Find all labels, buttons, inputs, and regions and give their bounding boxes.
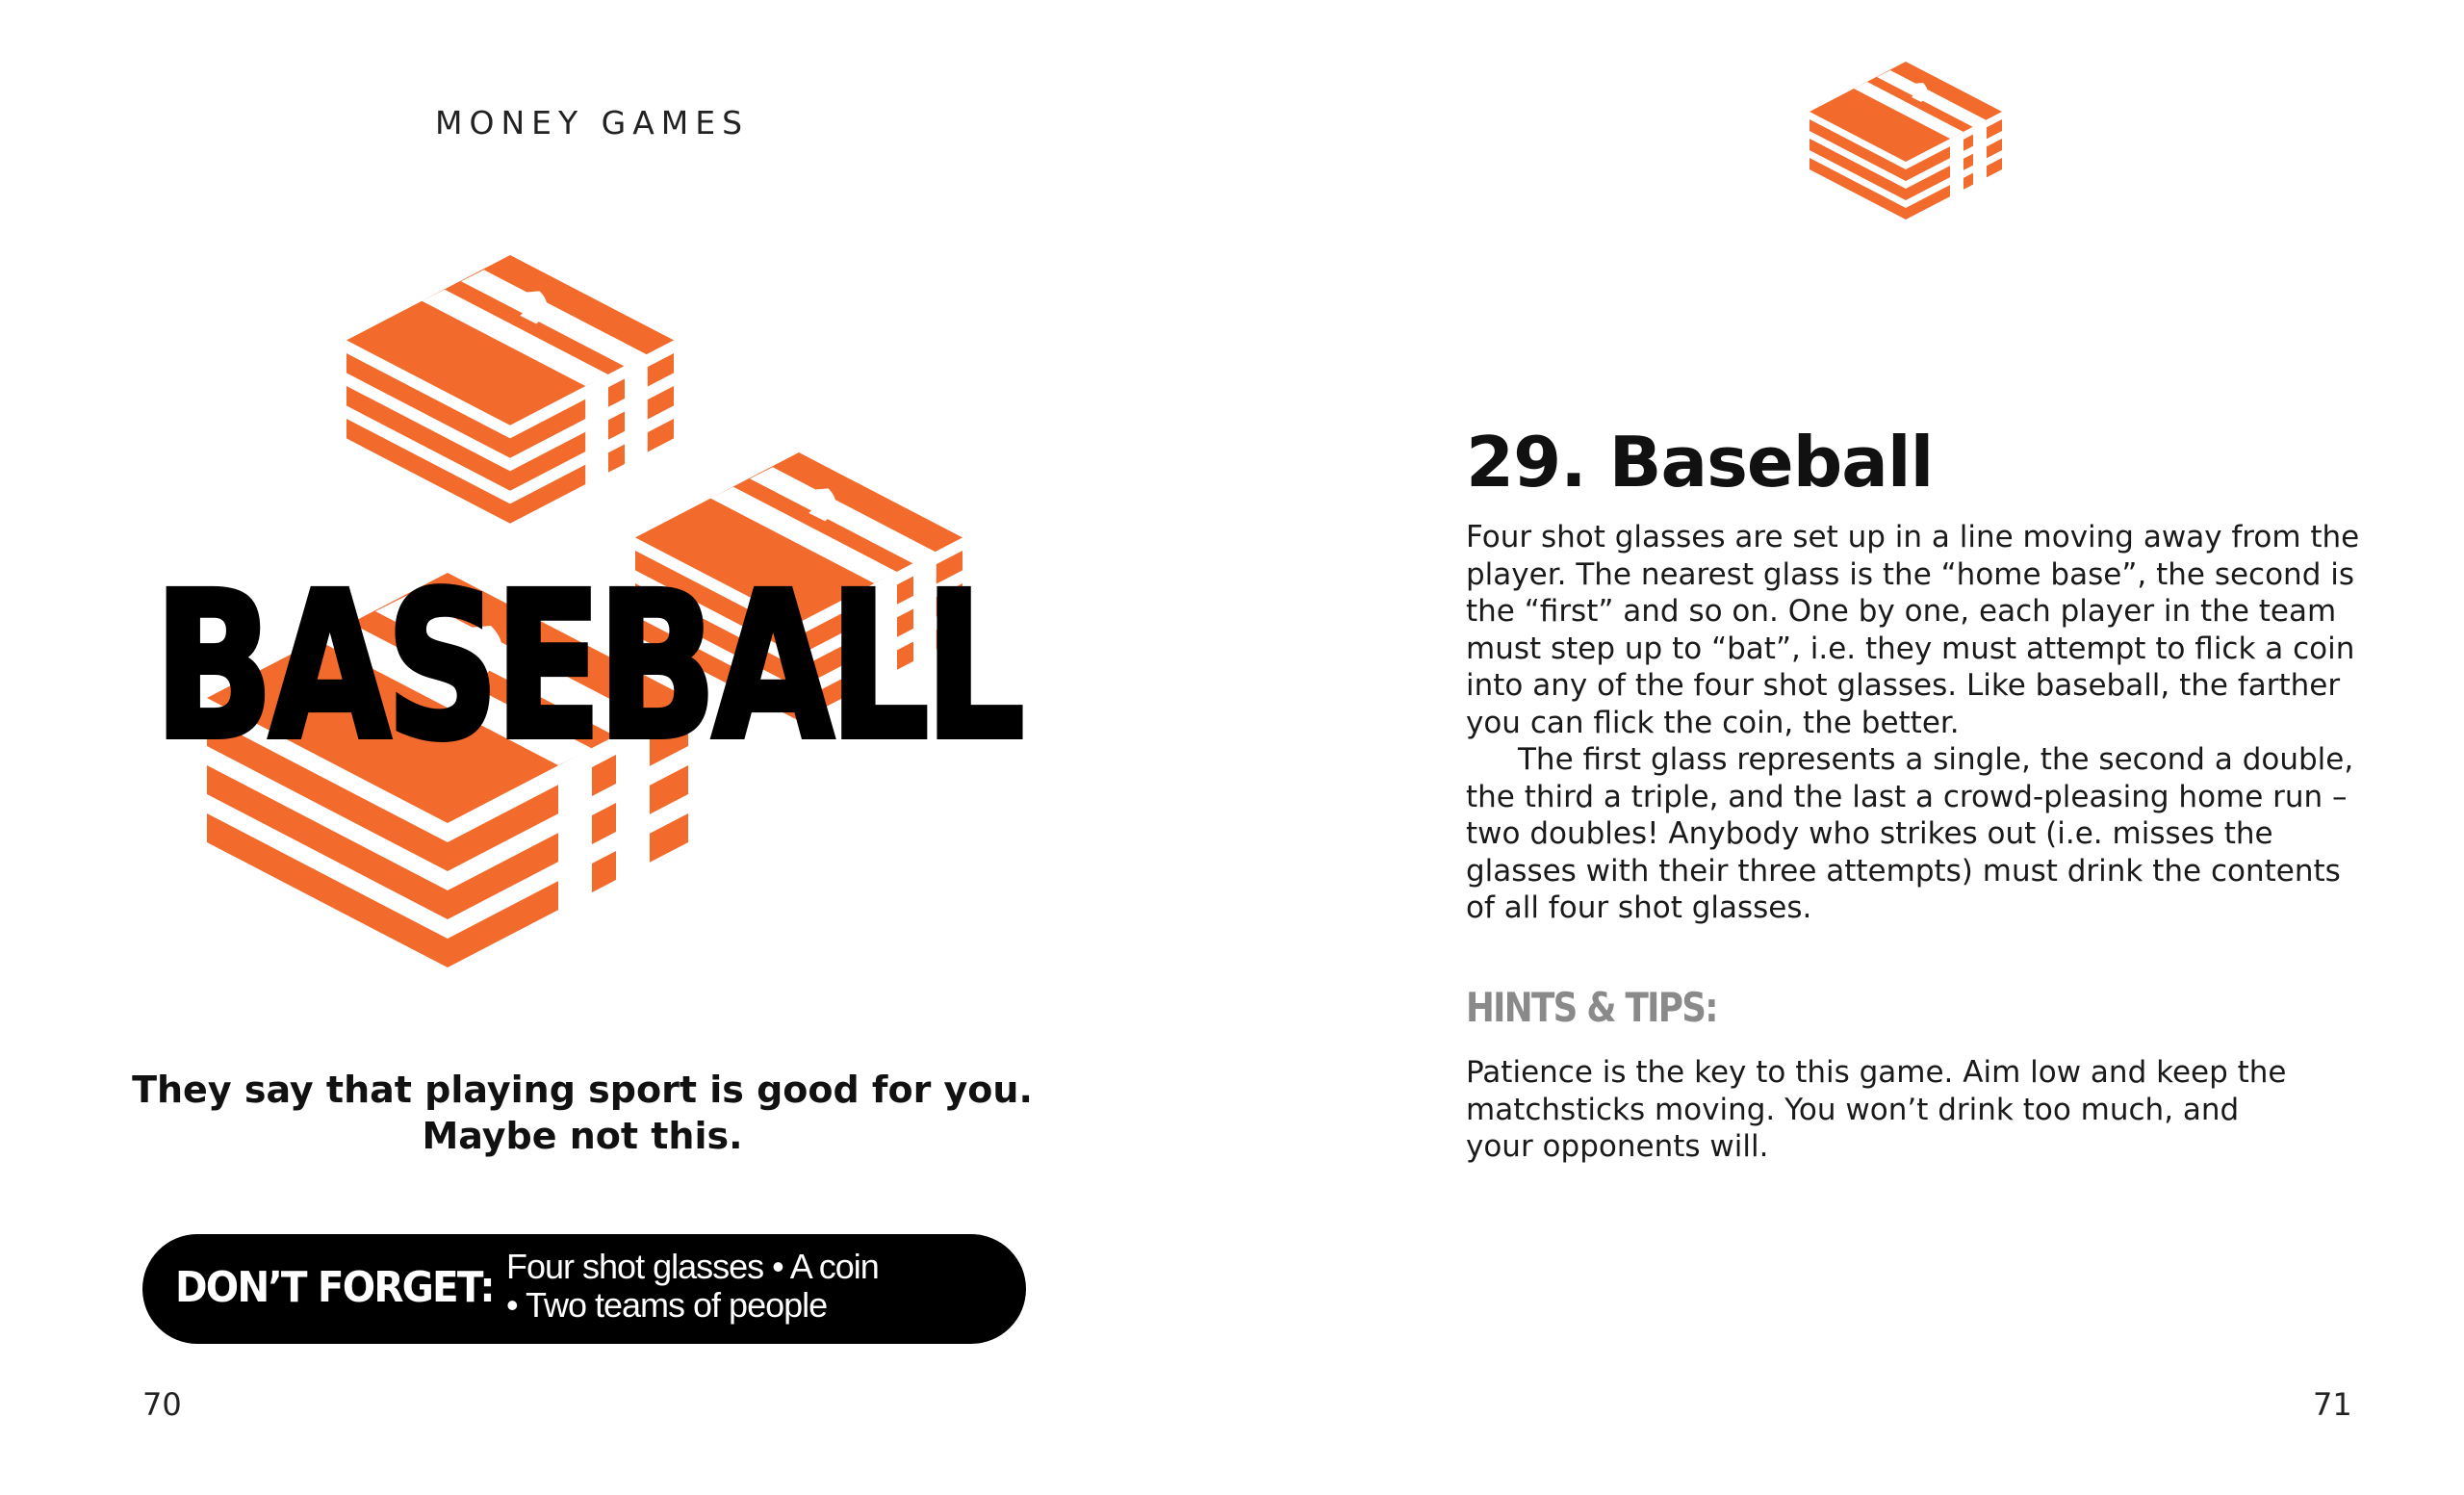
tagline bbox=[0, 1067, 1165, 1159]
dont-forget-items bbox=[506, 1248, 879, 1325]
dont-forget-label: DON’T FORGET: bbox=[175, 1263, 494, 1312]
money-stacks-illustration bbox=[0, 0, 1232, 1059]
game-description bbox=[1466, 519, 2361, 927]
dont-forget-items-line-1: Four shot glasses • A coin bbox=[506, 1247, 879, 1286]
page-number-left: 70 bbox=[142, 1386, 182, 1423]
page-number-right: 71 bbox=[2313, 1386, 2352, 1423]
description-paragraph-1: Four shot glasses are set up in a line moving away from the player. The nearest glass is the “home base”, the second is the “first” and so on. One by one, each player in the team must step up to “bat”, i.e. they must attempt to flick a coin into any of the four shot glasses. Like baseball, the farther you can flick the coin, the better. bbox=[1466, 520, 2360, 740]
money-stack-icon bbox=[346, 255, 674, 524]
hints-text bbox=[1466, 1054, 2313, 1166]
svg-text:BASEBALL: BASEBALL bbox=[154, 549, 1021, 785]
dont-forget-box bbox=[142, 1234, 1026, 1344]
hints-paragraph: Patience is the key to this game. Aim low and keep the matchsticks moving. You won’t drink too much, and your opponents will. bbox=[1466, 1055, 2287, 1164]
tagline-line-1: They say that playing sport is good for you. bbox=[132, 1069, 1033, 1111]
section-label: MONEY GAMES bbox=[435, 104, 750, 142]
right-page bbox=[1232, 0, 2464, 1495]
game-title: 29. Baseball bbox=[1466, 422, 1934, 503]
tagline-line-2: Maybe not this. bbox=[422, 1115, 743, 1157]
description-paragraph-2: The first glass represents a single, the second a double, the third a triple, and the last a crowd-pleasing home run – two doubles! Anybody who strikes out (i.e. misses the glasses with their three attempts) must drink the contents of all four shot glasses. bbox=[1466, 742, 2354, 925]
dont-forget-items-line-2: • Two teams of people bbox=[506, 1285, 828, 1325]
hints-heading: HINTS & TIPS: bbox=[1466, 984, 1717, 1031]
money-stack-icon bbox=[1800, 54, 2012, 227]
big-title bbox=[144, 539, 1030, 789]
